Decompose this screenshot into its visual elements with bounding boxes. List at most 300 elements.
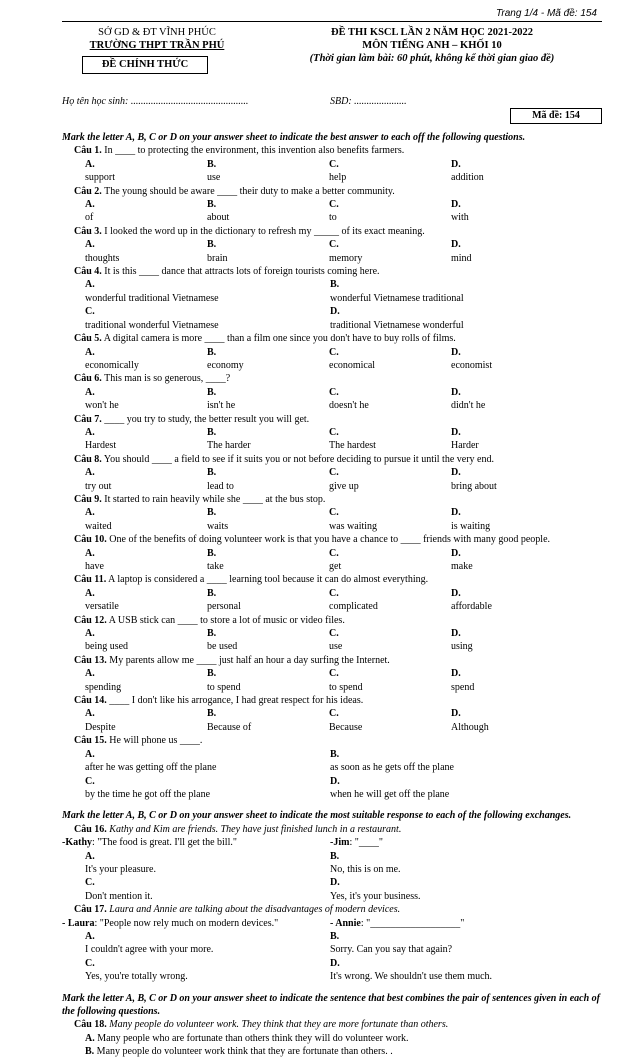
option-d <box>451 707 573 734</box>
option-text: Many people who are fortunate than others think they will do volunteer work. <box>97 1032 409 1044</box>
option-letter: C. <box>329 239 339 251</box>
option-d <box>451 547 573 574</box>
question-6 <box>62 372 602 385</box>
option-b <box>207 386 329 413</box>
line: : "People now rely much on modern devices." <box>94 917 279 929</box>
page-number: Trang 1/4 - Mã đề: 154 <box>496 8 597 19</box>
option-text: use <box>207 172 221 184</box>
option-letter: D. <box>330 877 340 889</box>
option-text: I couldn't agree with your more. <box>85 944 214 956</box>
options <box>62 667 602 694</box>
question-number: Câu 14. <box>74 695 107 707</box>
option-b <box>207 158 329 185</box>
option-text: using <box>451 641 473 653</box>
option-text: use <box>329 641 343 653</box>
option-text: was waiting <box>329 520 378 532</box>
option-c <box>329 238 451 265</box>
option-b <box>207 466 329 493</box>
options <box>62 775 602 802</box>
option-letter: B. <box>207 708 217 720</box>
option-c <box>329 667 451 694</box>
option-d <box>330 305 575 332</box>
question-number: Câu 9. <box>74 493 102 505</box>
option-letter: B. <box>207 467 217 479</box>
speaker: - Laura <box>62 917 95 929</box>
option-c <box>85 775 330 802</box>
option-letter: C. <box>85 306 95 318</box>
option-text: brain <box>207 252 228 264</box>
options <box>62 346 602 373</box>
options <box>62 587 602 614</box>
option-text: Many people do volunteer work think that they are fortunate than others. . <box>96 1046 393 1058</box>
question-12 <box>62 614 602 627</box>
candidate-number-field: SBD: ..................... <box>330 96 407 107</box>
options <box>62 876 602 903</box>
option-c <box>329 346 451 373</box>
option-letter: B. <box>330 850 340 862</box>
option-c <box>329 198 451 225</box>
option-text: Because of <box>207 721 252 733</box>
option-b <box>207 627 329 654</box>
option-letter: C. <box>329 199 339 211</box>
instruction-2: Mark the letter A, B, C or D on your answer sheet to indicate the most suitable response to each of the following exchanges. <box>62 810 572 822</box>
question-text: I looked the word up in the dictionary to refresh my _____ of its exact meaning. <box>101 225 425 237</box>
option-text: Harder <box>451 440 479 452</box>
question-number: Câu 18. <box>74 1019 107 1031</box>
options <box>62 466 602 493</box>
option-b <box>330 748 575 775</box>
option-text: get <box>329 561 342 572</box>
question-16-dialog <box>62 836 602 849</box>
speaker: -Jim <box>330 837 350 849</box>
question-text: The young should be aware ____ their duty to make a better community. <box>101 185 395 197</box>
option-letter: C. <box>329 467 339 479</box>
option-text: Yes, you're totally wrong. <box>85 971 188 983</box>
option-text: economist <box>451 359 493 371</box>
option-letter: A. <box>85 507 95 519</box>
option-letter: B. <box>207 386 217 398</box>
option-text: affordable <box>451 601 492 613</box>
option-letter: A. <box>85 628 95 640</box>
options <box>62 386 602 413</box>
option-letter: A. <box>85 708 95 720</box>
option-letter: A. <box>85 199 95 211</box>
option-letter: B. <box>85 1046 95 1058</box>
options <box>62 198 602 225</box>
question-number: Câu 3. <box>74 225 102 237</box>
option-d <box>451 238 573 265</box>
option-letter: D. <box>451 199 461 211</box>
option-text: economy <box>207 359 244 371</box>
option-letter: B. <box>330 279 340 291</box>
question-text: ____ you try to study, the better result you will get. <box>101 413 310 425</box>
option-letter: C. <box>329 426 339 438</box>
option-c <box>329 547 451 574</box>
exam-time: (Thời gian làm bài: 60 phút, không kể thời gian giao đề) <box>309 53 555 64</box>
option-d <box>451 667 573 694</box>
question-17-options <box>62 930 602 984</box>
options <box>62 158 602 185</box>
question-8 <box>62 453 602 466</box>
option-letter: D. <box>451 467 461 479</box>
option-letter: C. <box>85 877 95 889</box>
question-text: ____ I don't like his arrogance, I had great respect for his ideas. <box>106 695 364 707</box>
official-badge: ĐỀ CHÍNH THỨC <box>82 56 208 74</box>
exam-code-box: Mã đề: 154 <box>510 108 602 124</box>
option-letter: A. <box>85 748 95 760</box>
option-letter: A. <box>85 668 95 680</box>
option-b <box>207 426 329 453</box>
option-text: Hardest <box>85 440 117 452</box>
option-letter: B. <box>207 668 217 680</box>
option-text: make <box>451 561 473 572</box>
option-text: be used <box>207 641 238 653</box>
options <box>62 850 602 877</box>
option-text: Although <box>451 721 489 733</box>
option-letter: A. <box>85 930 95 942</box>
question-16-context <box>62 823 602 836</box>
option-text: is waiting <box>451 520 491 532</box>
question-4 <box>62 265 602 278</box>
option-letter: B. <box>207 426 217 438</box>
option-letter: A. <box>85 239 95 251</box>
options <box>62 278 602 305</box>
option-text: mind <box>451 252 472 264</box>
option-letter: D. <box>330 306 340 318</box>
options <box>62 506 602 533</box>
option-letter: C. <box>329 386 339 398</box>
option-a <box>85 426 207 453</box>
option-d <box>451 587 573 614</box>
question-7 <box>62 413 602 426</box>
option-d <box>451 198 573 225</box>
option-text: by the time he got off the plane <box>85 788 211 800</box>
option-text: thoughts <box>85 252 120 264</box>
question-15 <box>62 734 602 747</box>
option-d <box>330 876 575 903</box>
options <box>62 957 602 984</box>
option-a <box>85 238 207 265</box>
option-d <box>451 386 573 413</box>
question-13 <box>62 654 602 667</box>
question-number: Câu 1. <box>74 145 102 157</box>
question-text: In ____ to protecting the environment, this invention also benefits farmers. <box>101 145 405 157</box>
option-letter: C. <box>329 547 339 559</box>
option-c <box>329 386 451 413</box>
option-b <box>330 850 575 877</box>
candidate-name-field: Họ tên học sinh: ............................................... <box>62 96 249 107</box>
option-letter: C. <box>329 628 339 640</box>
question-2 <box>62 185 602 198</box>
option-a <box>62 1032 602 1045</box>
option-letter: C. <box>329 587 339 599</box>
question-14 <box>62 694 602 707</box>
option-d <box>451 627 573 654</box>
question-10 <box>62 533 602 546</box>
question-text: It is this ____ dance that attracts lots of foreign tourists coming here. <box>101 266 380 278</box>
option-letter: D. <box>451 668 461 680</box>
option-letter: B. <box>207 158 217 170</box>
option-b <box>207 707 329 734</box>
question-1 <box>62 144 602 157</box>
option-text: isn't he <box>207 400 236 412</box>
option-d <box>330 775 575 802</box>
question-number: Câu 4. <box>74 266 102 278</box>
header-rule <box>62 21 602 22</box>
option-a <box>85 707 207 734</box>
option-a <box>85 667 207 694</box>
question-11 <box>62 573 602 586</box>
exam-title: ĐỀ THI KSCL LẦN 2 NĂM HỌC 2021-2022 <box>331 27 533 38</box>
option-letter: C. <box>329 346 339 358</box>
option-d <box>451 506 573 533</box>
option-text: help <box>329 172 347 184</box>
instruction-3: Mark the letter A, B, C or D on your answer sheet to indicate the sentence that best combines the pair of sentences given in each of the following questions. <box>62 992 600 1017</box>
option-b <box>62 1045 602 1058</box>
option-a <box>85 158 207 185</box>
options <box>62 627 602 654</box>
option-letter: D. <box>451 346 461 358</box>
option-d <box>451 466 573 493</box>
question-number: Câu 10. <box>74 534 107 546</box>
option-letter: B. <box>207 507 217 519</box>
option-d <box>451 426 573 453</box>
question-number: Câu 8. <box>74 453 102 465</box>
option-text: as soon as he gets off the plane <box>330 762 454 774</box>
option-letter: A. <box>85 346 95 358</box>
option-c <box>329 587 451 614</box>
option-text: support <box>85 172 115 184</box>
option-letter: C. <box>329 158 339 170</box>
department: SỞ GD & ĐT VĨNH PHÚC <box>98 27 216 38</box>
option-letter: A. <box>85 426 95 438</box>
option-text: take <box>207 561 224 572</box>
option-letter: D. <box>330 957 340 969</box>
instruction-1: Mark the letter A, B, C or D on your answer sheet to indicate the best answer to each off the following questions. <box>62 132 526 143</box>
option-text: addition <box>451 172 484 184</box>
option-text: economically <box>85 359 139 371</box>
question-number: Câu 13. <box>74 654 107 666</box>
option-a <box>85 466 207 493</box>
option-b <box>207 506 329 533</box>
option-letter: A. <box>85 386 95 398</box>
option-b <box>207 587 329 614</box>
line: : "The food is great. I'll get the bill." <box>92 837 237 849</box>
school-name: TRƯỜNG THPT TRẦN PHÚ <box>89 40 225 51</box>
speaker: -Kathy <box>62 837 92 849</box>
option-text: lead to <box>207 480 234 492</box>
option-letter: B. <box>330 748 340 760</box>
question-number: Câu 17. <box>74 904 107 916</box>
option-text: economical <box>329 359 376 371</box>
option-text: It's wrong. We shouldn't use them much. <box>330 971 493 983</box>
option-letter: C. <box>329 708 339 720</box>
question-3 <box>62 225 602 238</box>
option-d <box>330 957 575 984</box>
option-letter: D. <box>330 775 340 787</box>
option-letter: A. <box>85 587 95 599</box>
options <box>62 748 602 775</box>
question-5 <box>62 332 602 345</box>
option-letter: D. <box>451 239 461 251</box>
option-text: being used <box>85 641 129 653</box>
option-c <box>85 876 330 903</box>
option-letter: D. <box>451 386 461 398</box>
option-letter: C. <box>329 507 339 519</box>
question-text: One of the benefits of doing volunteer work is that you have a chance to ____ friends with many good people. <box>106 534 551 546</box>
option-text: memory <box>329 252 363 264</box>
question-number: Câu 7. <box>74 413 102 425</box>
option-text: with <box>451 212 469 224</box>
option-text: wonderful traditional Vietnamese <box>85 292 219 304</box>
line: : "__________________" <box>360 917 465 929</box>
option-text: spending <box>85 681 122 693</box>
question-text: My parents allow me ____ just half an hour a day surfing the Internet. <box>106 654 390 666</box>
question-number: Câu 5. <box>74 333 102 345</box>
option-letter: D. <box>451 628 461 640</box>
option-a <box>85 547 207 574</box>
option-text: spend <box>451 681 475 693</box>
option-text: Because <box>329 721 363 733</box>
option-text: try out <box>85 480 112 492</box>
option-b <box>207 238 329 265</box>
options <box>62 547 602 574</box>
option-text: traditional Vietnamese wonderful <box>330 319 464 331</box>
option-a <box>85 386 207 413</box>
question-9 <box>62 493 602 506</box>
option-text: to spend <box>207 681 241 693</box>
option-b <box>207 198 329 225</box>
option-text: about <box>207 212 230 224</box>
option-text: complicated <box>329 601 378 613</box>
option-letter: D. <box>451 547 461 559</box>
option-a <box>85 748 330 775</box>
option-text: wonderful Vietnamese traditional <box>330 292 464 304</box>
header-left <box>62 26 252 52</box>
question-number: Câu 11. <box>74 574 107 586</box>
option-text: bring about <box>451 480 497 492</box>
option-text: It's your pleasure. <box>85 863 156 875</box>
option-letter: A. <box>85 279 95 291</box>
option-letter: D. <box>451 708 461 720</box>
question-text: This man is so generous, ____? <box>101 373 231 385</box>
question-17-context <box>62 903 602 916</box>
option-a <box>85 627 207 654</box>
option-text: traditional wonderful Vietnamese <box>85 319 219 331</box>
option-text: of <box>85 212 94 224</box>
question-text: A laptop is considered a ____ learning tool because it can do almost everything. <box>106 574 429 586</box>
option-c <box>329 466 451 493</box>
header-right <box>262 26 602 65</box>
option-text: won't he <box>85 400 119 412</box>
question-text: A digital camera is more ____ than a film one since you don't have to buy rolls of films. <box>101 333 456 345</box>
option-c <box>329 158 451 185</box>
option-b <box>207 667 329 694</box>
question-number: Câu 6. <box>74 373 102 385</box>
option-text: Don't mention it. <box>85 890 153 902</box>
option-letter: D. <box>451 426 461 438</box>
option-letter: D. <box>451 158 461 170</box>
option-d <box>451 158 573 185</box>
option-text: to <box>329 212 337 224</box>
option-text: have <box>85 561 104 572</box>
option-a <box>85 587 207 614</box>
question-text: He will phone us ____. <box>106 735 203 747</box>
option-text: No, this is on me. <box>330 863 401 875</box>
option-letter: C. <box>85 775 95 787</box>
question-17-dialog <box>62 917 602 930</box>
option-text: didn't he <box>451 400 486 412</box>
question-number: Câu 15. <box>74 735 107 747</box>
option-c <box>329 627 451 654</box>
option-c <box>329 426 451 453</box>
option-text: Sorry. Can you say that again? <box>330 944 453 956</box>
option-text: Despite <box>85 721 116 733</box>
speaker: - Annie <box>330 917 361 929</box>
question-number: Câu 12. <box>74 614 107 626</box>
context-text: Laura and Annie are talking about the disadvantages of modern devices. <box>106 904 401 916</box>
option-letter: B. <box>330 930 340 942</box>
option-a <box>85 506 207 533</box>
exam-subject: MÔN TIẾNG ANH – KHỐI 10 <box>362 40 502 51</box>
options <box>62 707 602 734</box>
option-a <box>85 930 330 957</box>
options <box>62 238 602 265</box>
option-text: doesn't he <box>329 400 369 412</box>
question-text: Many people do volunteer work. They think that they are more fortunate than others. <box>106 1019 449 1031</box>
option-c <box>329 506 451 533</box>
option-text: The harder <box>207 440 251 452</box>
option-text: waited <box>85 520 112 532</box>
option-a <box>85 850 330 877</box>
option-letter: B. <box>207 547 217 559</box>
context-text: Kathy and Kim are friends. They have just finished lunch in a restaurant. <box>106 823 402 835</box>
question-number: Câu 2. <box>74 185 102 197</box>
option-text: personal <box>207 601 241 613</box>
option-letter: B. <box>207 587 217 599</box>
question-text: It started to rain heavily while she ____ at the bus stop. <box>101 493 326 505</box>
option-text: Yes, it's your business. <box>330 890 421 902</box>
exam-content <box>62 131 602 1059</box>
options <box>62 305 602 332</box>
option-c <box>85 305 330 332</box>
question-number: Câu 16. <box>74 823 107 835</box>
question-text: A USB stick can ____ to store a lot of music or video files. <box>106 614 345 626</box>
option-b <box>330 278 575 305</box>
question-18-context <box>62 1018 602 1031</box>
option-letter: C. <box>85 957 95 969</box>
option-c <box>85 957 330 984</box>
question-text: You should ____ a field to see if it suits you or not before deciding to pursue it until the very end. <box>101 453 494 465</box>
option-text: give up <box>329 480 359 492</box>
question-16-options <box>62 850 602 904</box>
option-c <box>329 707 451 734</box>
option-letter: B. <box>207 239 217 251</box>
option-text: versatile <box>85 601 119 613</box>
option-letter: D. <box>451 507 461 519</box>
question-list-1 <box>62 144 602 801</box>
line: : "____" <box>349 837 383 849</box>
options <box>62 426 602 453</box>
option-letter: A. <box>85 1032 95 1044</box>
option-letter: B. <box>207 628 217 640</box>
option-a <box>85 278 330 305</box>
option-letter: A. <box>85 158 95 170</box>
option-b <box>330 930 575 957</box>
option-text: The hardest <box>329 440 376 452</box>
option-text: when he will get off the plane <box>330 788 450 800</box>
option-letter: B. <box>207 199 217 211</box>
